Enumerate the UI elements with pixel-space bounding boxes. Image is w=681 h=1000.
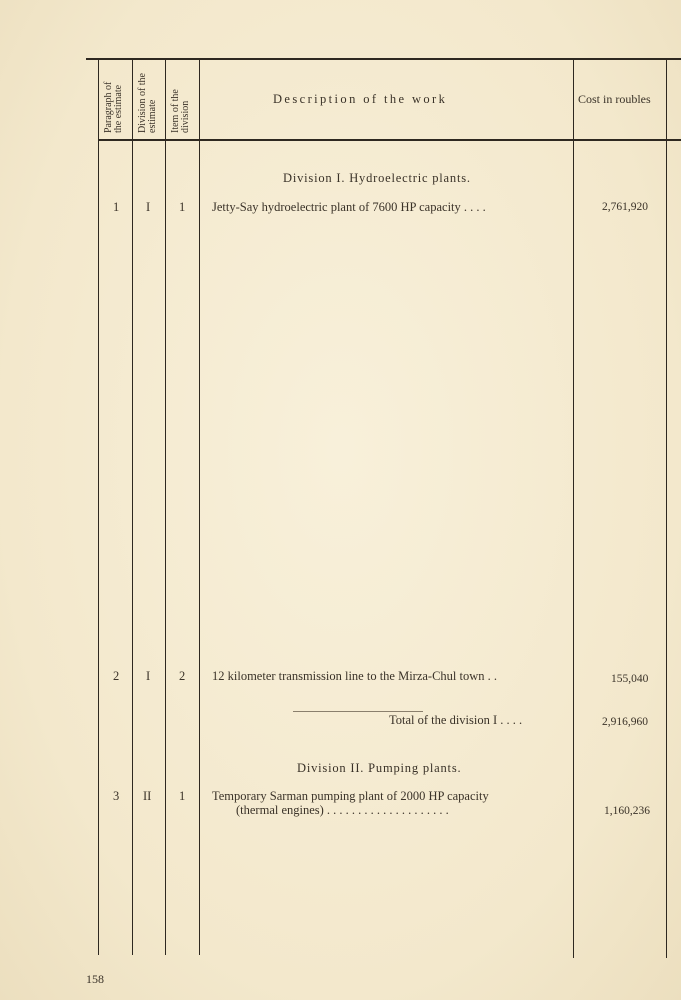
header-division [138, 73, 158, 133]
table-top-rule [86, 58, 681, 60]
header-paragraph-line2: the estimate [113, 84, 124, 133]
col-border-2 [165, 60, 166, 955]
col-border-right [666, 60, 667, 958]
header-division-line1: Division of the [137, 73, 148, 133]
row2-description: 12 kilometer transmission line to the Mirza-Chul town . . [212, 669, 498, 683]
header-cost: Cost in roubles [578, 92, 651, 106]
total-rule-top [293, 711, 423, 712]
row3-paragraph: 3 [113, 789, 120, 803]
row1-cost: 2,761,920 [602, 201, 648, 213]
division-2-title: Division II. Pumping plants. [297, 761, 462, 775]
col-border-3 [199, 60, 200, 955]
row1-description: Jetty-Say hydroelectric plant of 7600 HP capacity . . . . [212, 200, 486, 214]
row3-description-line1: Temporary Sarman pumping plant of 2000 HP capacity [212, 789, 489, 803]
row2-division: I [146, 669, 151, 683]
header-item-line1: Item of the [170, 89, 181, 133]
total-division-1-cost: 2,916,960 [602, 716, 648, 728]
header-paragraph [104, 82, 124, 133]
header-paragraph-line1: Paragraph of [103, 81, 114, 133]
header-bottom-rule [98, 139, 681, 141]
row2-item: 2 [179, 669, 186, 683]
row1-division: I [146, 200, 151, 214]
division-1-title: Division I. Hydroelectric plants. [283, 171, 471, 185]
page-number: 158 [86, 972, 104, 986]
col-border-left [98, 60, 99, 955]
header-item-line2: division [180, 100, 191, 133]
header-description: Description of the work [273, 92, 448, 106]
row2-paragraph: 2 [113, 669, 120, 683]
row3-division: II [143, 789, 152, 803]
col-border-4 [573, 60, 574, 958]
header-item [171, 89, 191, 133]
row3-cost: 1,160,236 [604, 805, 650, 817]
header-division-line2: estimate [147, 99, 158, 133]
row3-description-line2: (thermal engines) . . . . . . . . . . . . . . . . . . . . [236, 803, 449, 817]
total-division-1-label: Total of the division I . . . . [389, 713, 523, 727]
col-border-1 [132, 60, 133, 955]
row3-item: 1 [179, 789, 186, 803]
row1-item: 1 [179, 200, 186, 214]
row1-paragraph: 1 [113, 200, 120, 214]
row2-cost: 155,040 [611, 673, 649, 685]
